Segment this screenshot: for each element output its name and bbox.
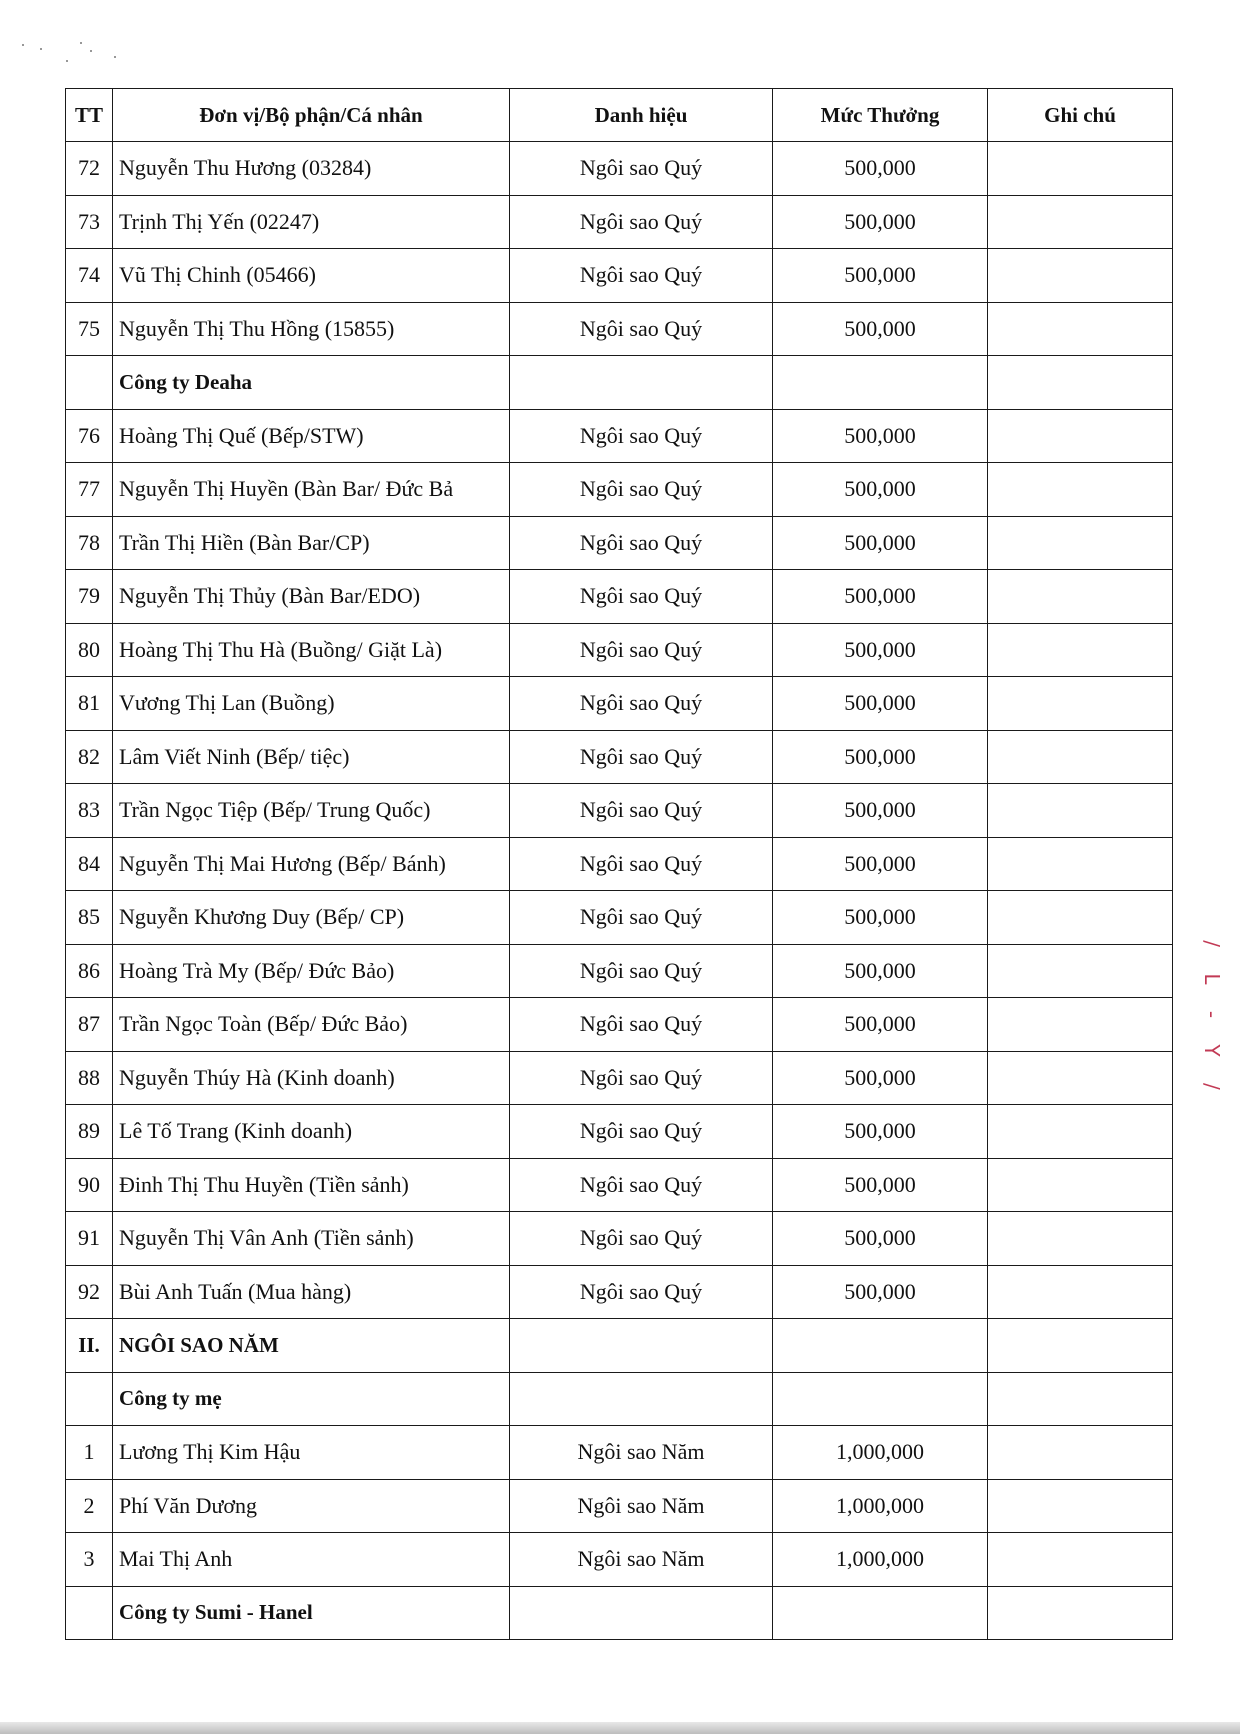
margin-note-text: / L - Y / [1200,940,1224,1100]
cell-amount: 500,000 [773,623,988,677]
cell-title: Ngôi sao Năm [510,1479,773,1533]
cell-tt: II. [66,1319,113,1373]
table-header-row [66,89,1173,142]
table-body [66,142,1173,1640]
cell-tt: 74 [66,249,113,303]
cell-tt: 89 [66,1105,113,1159]
award-table [65,88,1173,1640]
table-row [66,195,1173,249]
cell-title [510,1586,773,1640]
table-row [66,1158,1173,1212]
cell-amount: 500,000 [773,1105,988,1159]
cell-tt: 73 [66,195,113,249]
cell-title: Ngôi sao Năm [510,1533,773,1587]
section-row [66,1319,1173,1373]
cell-tt: 72 [66,142,113,196]
cell-note [988,409,1173,463]
cell-name: Nguyễn Thu Hương (03284) [113,142,510,196]
cell-tt: 92 [66,1265,113,1319]
cell-title: Ngôi sao Quý [510,891,773,945]
table-row [66,944,1173,998]
cell-title [510,356,773,410]
cell-note [988,570,1173,624]
cell-title: Ngôi sao Quý [510,142,773,196]
table-row [66,784,1173,838]
table-row [66,516,1173,570]
cell-title: Ngôi sao Quý [510,1158,773,1212]
table-row [66,677,1173,731]
cell-tt: 85 [66,891,113,945]
cell-title: Ngôi sao Quý [510,249,773,303]
table-row [66,1265,1173,1319]
cell-note [988,1479,1173,1533]
cell-name: Trần Ngọc Tiệp (Bếp/ Trung Quốc) [113,784,510,838]
cell-tt: 3 [66,1533,113,1587]
table-row [66,142,1173,196]
cell-title: Ngôi sao Quý [510,730,773,784]
cell-name: Công ty mẹ [113,1372,510,1426]
cell-note [988,142,1173,196]
cell-title: Ngôi sao Quý [510,944,773,998]
cell-title: Ngôi sao Quý [510,998,773,1052]
cell-amount [773,356,988,410]
cell-title: Ngôi sao Quý [510,623,773,677]
cell-name: Lê Tố Trang (Kinh doanh) [113,1105,510,1159]
header-amount: Mức Thưởng [773,89,988,142]
cell-tt [66,1372,113,1426]
cell-title: Ngôi sao Quý [510,1105,773,1159]
table-row [66,1051,1173,1105]
cell-note [988,677,1173,731]
cell-title: Ngôi sao Quý [510,463,773,517]
cell-tt: 81 [66,677,113,731]
cell-amount: 500,000 [773,784,988,838]
cell-tt: 90 [66,1158,113,1212]
cell-note [988,944,1173,998]
cell-amount: 500,000 [773,249,988,303]
cell-note [988,730,1173,784]
cell-name: Lương Thị Kim Hậu [113,1426,510,1480]
cell-note [988,249,1173,303]
cell-title: Ngôi sao Quý [510,1265,773,1319]
cell-amount: 500,000 [773,1265,988,1319]
cell-tt: 79 [66,570,113,624]
cell-amount: 500,000 [773,1212,988,1266]
cell-note [988,998,1173,1052]
cell-amount: 500,000 [773,570,988,624]
cell-note [988,463,1173,517]
cell-name: Trịnh Thị Yến (02247) [113,195,510,249]
cell-name: Công ty Sumi - Hanel [113,1586,510,1640]
cell-tt: 82 [66,730,113,784]
cell-name: Nguyễn Thị Huyền (Bàn Bar/ Đức Bả [113,463,510,517]
header-unit: Đơn vị/Bộ phận/Cá nhân [113,89,510,142]
cell-tt: 2 [66,1479,113,1533]
cell-name: Vũ Thị Chinh (05466) [113,249,510,303]
header-tt: TT [66,89,113,142]
cell-note [988,784,1173,838]
cell-amount: 500,000 [773,463,988,517]
cell-name: Công ty Deaha [113,356,510,410]
header-note: Ghi chú [988,89,1173,142]
cell-amount: 500,000 [773,302,988,356]
cell-amount [773,1586,988,1640]
cell-amount: 1,000,000 [773,1533,988,1587]
cell-tt: 91 [66,1212,113,1266]
cell-title: Ngôi sao Quý [510,195,773,249]
cell-amount: 500,000 [773,142,988,196]
cell-name: Lâm Viết Ninh (Bếp/ tiệc) [113,730,510,784]
cell-title: Ngôi sao Quý [510,409,773,463]
cell-tt [66,1586,113,1640]
section-row [66,1586,1173,1640]
cell-name: NGÔI SAO NĂM [113,1319,510,1373]
cell-amount [773,1319,988,1373]
cell-title: Ngôi sao Quý [510,302,773,356]
cell-note [988,195,1173,249]
cell-title: Ngôi sao Quý [510,677,773,731]
table-row [66,891,1173,945]
table-row [66,730,1173,784]
cell-title: Ngôi sao Quý [510,1051,773,1105]
cell-name: Nguyễn Thị Thu Hồng (15855) [113,302,510,356]
cell-name: Hoàng Thị Thu Hà (Buồng/ Giặt Là) [113,623,510,677]
cell-title: Ngôi sao Quý [510,516,773,570]
cell-note [988,356,1173,410]
section-row [66,356,1173,410]
table-row [66,623,1173,677]
cell-name: Đinh Thị Thu Huyền (Tiền sảnh) [113,1158,510,1212]
table-row [66,1105,1173,1159]
cell-amount [773,1372,988,1426]
cell-title: Ngôi sao Quý [510,784,773,838]
cell-note [988,302,1173,356]
header-title: Danh hiệu [510,89,773,142]
cell-amount: 500,000 [773,195,988,249]
scan-bottom-edge [0,1722,1240,1734]
cell-name: Vương Thị Lan (Buồng) [113,677,510,731]
cell-note [988,623,1173,677]
cell-name: Nguyễn Khương Duy (Bếp/ CP) [113,891,510,945]
cell-title [510,1372,773,1426]
cell-tt: 77 [66,463,113,517]
cell-amount: 500,000 [773,1158,988,1212]
cell-tt: 83 [66,784,113,838]
cell-name: Phí Văn Dương [113,1479,510,1533]
table-row [66,1533,1173,1587]
table-row [66,249,1173,303]
cell-amount: 500,000 [773,677,988,731]
cell-title: Ngôi sao Quý [510,570,773,624]
cell-amount: 500,000 [773,837,988,891]
cell-tt: 88 [66,1051,113,1105]
cell-note [988,837,1173,891]
cell-note [988,1105,1173,1159]
cell-tt: 86 [66,944,113,998]
cell-note [988,1212,1173,1266]
cell-note [988,1265,1173,1319]
cell-amount: 500,000 [773,944,988,998]
cell-name: Nguyễn Thị Thủy (Bàn Bar/EDO) [113,570,510,624]
table-row [66,998,1173,1052]
cell-tt: 80 [66,623,113,677]
cell-note [988,1158,1173,1212]
section-row [66,1372,1173,1426]
cell-title: Ngôi sao Năm [510,1426,773,1480]
table-row [66,1212,1173,1266]
cell-name: Nguyễn Thị Mai Hương (Bếp/ Bánh) [113,837,510,891]
cell-note [988,1586,1173,1640]
cell-note [988,1426,1173,1480]
cell-amount: 500,000 [773,998,988,1052]
cell-name: Hoàng Thị Quế (Bếp/STW) [113,409,510,463]
cell-note [988,1372,1173,1426]
cell-note [988,1533,1173,1587]
table-row [66,463,1173,517]
cell-note [988,1051,1173,1105]
table-row [66,837,1173,891]
cell-tt: 76 [66,409,113,463]
cell-note [988,516,1173,570]
cell-tt: 1 [66,1426,113,1480]
cell-tt: 78 [66,516,113,570]
cell-amount: 1,000,000 [773,1426,988,1480]
cell-note [988,1319,1173,1373]
cell-title [510,1319,773,1373]
cell-amount: 500,000 [773,516,988,570]
cell-amount: 500,000 [773,730,988,784]
table-row [66,1479,1173,1533]
cell-amount: 500,000 [773,1051,988,1105]
cell-title: Ngôi sao Quý [510,837,773,891]
cell-amount: 500,000 [773,891,988,945]
cell-name: Trần Thị Hiền (Bàn Bar/CP) [113,516,510,570]
cell-tt [66,356,113,410]
table-row [66,1426,1173,1480]
cell-name: Trần Ngọc Toàn (Bếp/ Đức Bảo) [113,998,510,1052]
table-row [66,409,1173,463]
cell-tt: 84 [66,837,113,891]
cell-name: Nguyễn Thúy Hà (Kinh doanh) [113,1051,510,1105]
cell-name: Hoàng Trà My (Bếp/ Đức Bảo) [113,944,510,998]
handwritten-margin-note [1192,905,1232,1135]
cell-note [988,891,1173,945]
cell-tt: 87 [66,998,113,1052]
cell-name: Mai Thị Anh [113,1533,510,1587]
table-row [66,302,1173,356]
table-row [66,570,1173,624]
cell-tt: 75 [66,302,113,356]
cell-name: Nguyễn Thị Vân Anh (Tiền sảnh) [113,1212,510,1266]
cell-name: Bùi Anh Tuấn (Mua hàng) [113,1265,510,1319]
scan-specks [18,38,138,78]
cell-amount: 500,000 [773,409,988,463]
cell-amount: 1,000,000 [773,1479,988,1533]
cell-title: Ngôi sao Quý [510,1212,773,1266]
